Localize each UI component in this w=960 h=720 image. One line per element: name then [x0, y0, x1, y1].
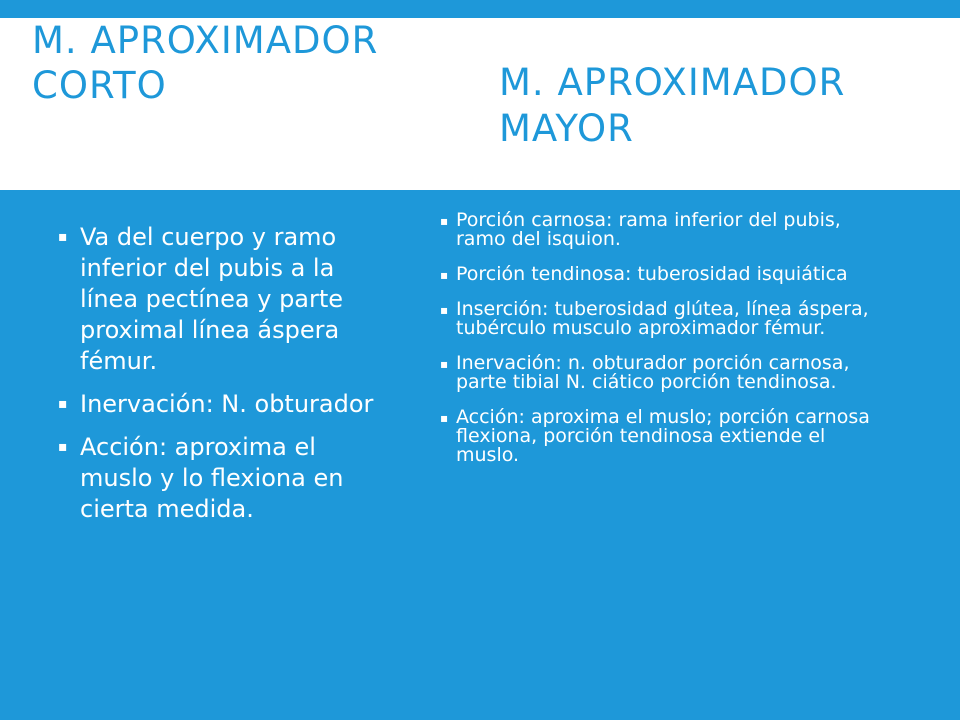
left-bullet-list [58, 222, 388, 537]
list-item-text: Va del cuerpo y ramo inferior del pubis a la línea pectínea y parte proximal línea áspera fémur. [80, 223, 344, 375]
square-bullet-icon: ▪ [440, 303, 449, 317]
list-item [58, 432, 388, 525]
list-item-text: Inserción: tuberosidad glútea, línea áspera, tubérculo musculo aproximador fémur. [456, 298, 869, 339]
list-item [440, 408, 890, 465]
square-bullet-icon: ▪ [440, 357, 449, 371]
right-title: M. APROXIMADOR MAYOR [499, 61, 846, 150]
list-item [440, 354, 890, 392]
list-item [440, 265, 890, 284]
list-item [440, 211, 890, 249]
square-bullet-icon: ▪ [58, 396, 68, 412]
list-item-text: Acción: aproxima el muslo y lo flexiona en cierta medida. [80, 433, 344, 523]
square-bullet-icon: ▪ [58, 229, 68, 245]
left-title: M. APROXIMADOR CORTO [32, 19, 379, 107]
list-item-text: Porción carnosa: rama inferior del pubis, ramo del isquion. [456, 209, 841, 250]
list-item-text: Inervación: n. obturador porción carnosa, parte tibial N. ciático porción tendinosa. [456, 352, 850, 393]
list-item [440, 300, 890, 338]
square-bullet-icon: ▪ [440, 411, 449, 425]
list-item-text: Porción tendinosa: tuberosidad isquiática [456, 263, 848, 285]
list-item-text: Inervación: N. obturador [80, 390, 374, 418]
square-bullet-icon: ▪ [58, 439, 68, 455]
square-bullet-icon: ▪ [440, 214, 449, 228]
right-bullet-list [440, 211, 890, 481]
list-item [58, 222, 388, 377]
list-item-text: Acción: aproxima el muslo; porción carnosa flexiona, porción tendinosa extiende el muslo. [456, 406, 870, 466]
list-item [58, 389, 388, 420]
square-bullet-icon: ▪ [440, 268, 449, 282]
